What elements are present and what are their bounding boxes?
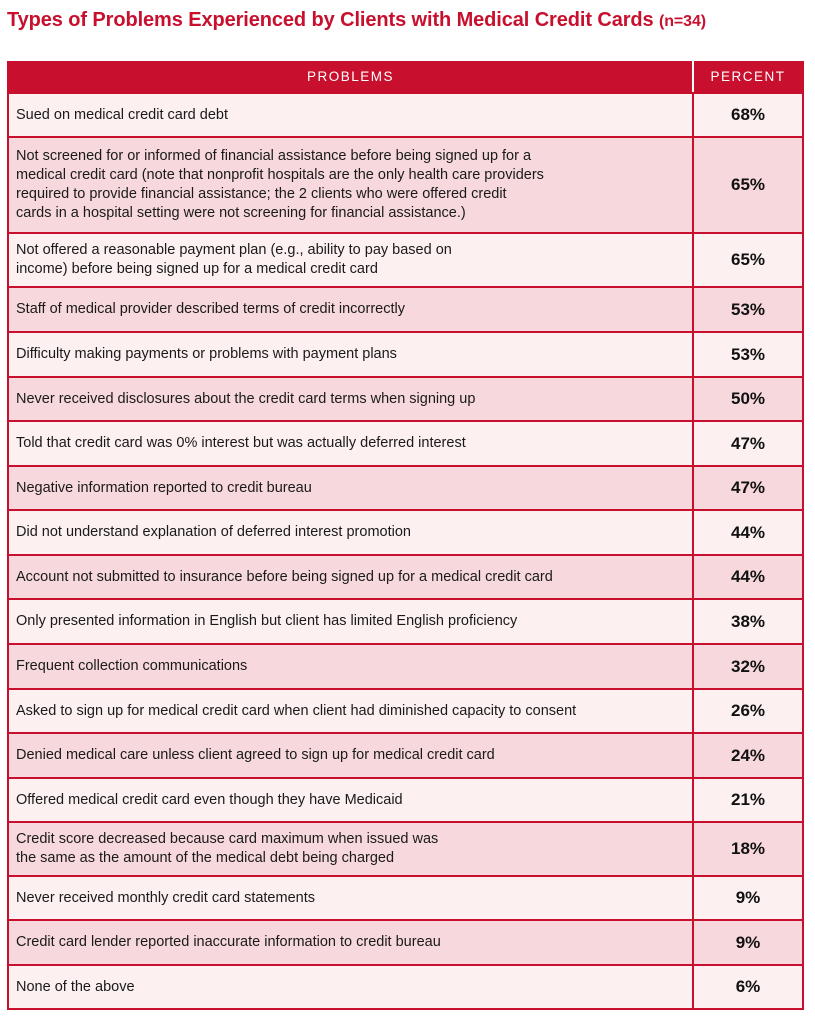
problem-cell: None of the above (9, 966, 694, 1008)
table-row (9, 420, 802, 465)
table-row (9, 732, 802, 777)
table-header-row (9, 61, 802, 92)
table-row (9, 964, 802, 1008)
chart-title (7, 9, 706, 32)
problem-cell: Offered medical credit card even though they have Medicaid (9, 779, 694, 821)
percent-cell: 53% (730, 344, 766, 364)
table-row (9, 598, 802, 643)
chart-title-sample-size: (n=34) (659, 13, 706, 30)
table-row (9, 465, 802, 509)
percent-cell: 26% (730, 701, 766, 720)
table-row (9, 643, 802, 688)
problem-cell: Not offered a reasonable payment plan (e.g., ability to pay based on income) before being signed up for a medical credit card (9, 234, 694, 286)
percent-cell: 9% (735, 932, 761, 952)
table-row (9, 554, 802, 598)
problem-cell: Staff of medical provider described terms of credit incorrectly (9, 288, 694, 331)
percent-cell: 21% (730, 790, 766, 809)
header-problems: PROBLEMS (9, 61, 694, 92)
table-row (9, 875, 802, 919)
percent-cell: 47% (730, 433, 766, 453)
problem-cell: Credit card lender reported inaccurate information to credit bureau (9, 921, 694, 964)
problem-cell: Account not submitted to insurance before being signed up for a medical credit card (9, 556, 694, 598)
problem-cell: Difficulty making payments or problems with payment plans (9, 333, 694, 376)
problem-cell: Negative information reported to credit bureau (9, 467, 694, 509)
percent-cell: 44% (730, 522, 766, 542)
percent-cell: 6% (735, 977, 761, 996)
table-row (9, 92, 802, 136)
problems-table (7, 61, 804, 1010)
percent-cell: 65% (730, 250, 766, 269)
problem-cell: Denied medical care unless client agreed to sign up for medical credit card (9, 734, 694, 777)
problem-cell: Only presented information in English but client has limited English proficiency (9, 600, 694, 643)
percent-cell: 65% (730, 175, 766, 194)
table-row (9, 232, 802, 286)
table-row (9, 777, 802, 821)
percent-cell: 18% (730, 839, 766, 858)
problem-cell: Did not understand explanation of deferred interest promotion (9, 511, 694, 554)
percent-cell: 50% (730, 389, 766, 408)
percent-cell: 24% (730, 745, 766, 765)
table-row (9, 136, 802, 232)
problem-cell: Never received disclosures about the credit card terms when signing up (9, 378, 694, 420)
percent-cell: 38% (730, 611, 766, 631)
table-row (9, 286, 802, 331)
problem-cell: Not screened for or informed of financial assistance before being signed up for a medical credit card (note that nonprofit hospitals are the only health care providers required to provide financial assistance; the 2 clients who were offered credit cards in a hospital setting were not screening for financial assistance.) (9, 138, 694, 232)
table-row (9, 376, 802, 420)
percent-cell: 9% (735, 888, 761, 907)
percent-cell: 68% (730, 105, 766, 124)
problem-cell: Told that credit card was 0% interest but was actually deferred interest (9, 422, 694, 465)
table-row (9, 919, 802, 964)
table-row (9, 331, 802, 376)
table-row (9, 821, 802, 875)
problem-cell: Asked to sign up for medical credit card when client had diminished capacity to consent (9, 690, 694, 732)
percent-cell: 44% (730, 567, 766, 586)
table-row (9, 509, 802, 554)
problem-cell: Credit score decreased because card maximum when issued was the same as the amount of the medical debt being charged (9, 823, 694, 875)
table-row (9, 688, 802, 732)
problem-cell: Frequent collection communications (9, 645, 694, 688)
problem-cell: Never received monthly credit card statements (9, 877, 694, 919)
table-body (9, 92, 802, 1008)
percent-cell: 53% (730, 299, 766, 319)
problem-cell: Sued on medical credit card debt (9, 94, 694, 136)
chart-title-main: Types of Problems Experienced by Clients with Medical Credit Cards (7, 9, 654, 31)
header-percent: PERCENT (710, 69, 786, 84)
percent-cell: 47% (730, 478, 766, 497)
percent-cell: 32% (730, 656, 766, 676)
